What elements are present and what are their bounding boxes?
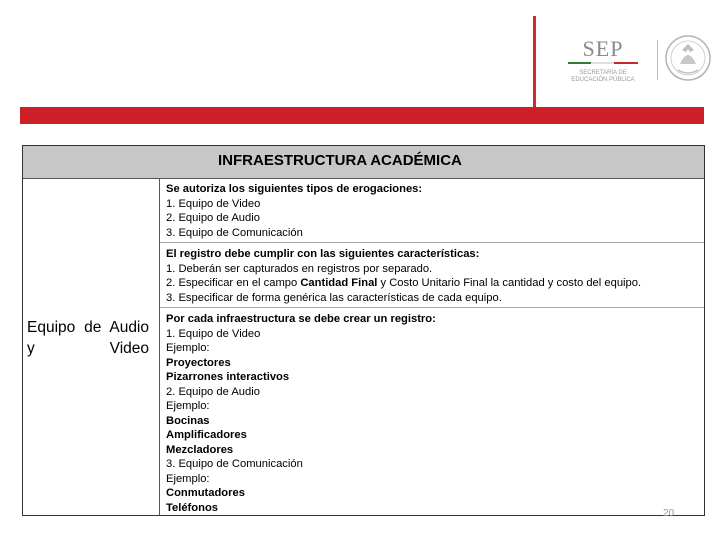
records-heading: Por cada infraestructura se debe crear un registro:: [166, 313, 436, 325]
list-item: 1. Deberán ser capturados en registros por separado.: [166, 262, 433, 275]
list-item: 3. Especificar de forma genérica las características de cada equipo.: [166, 291, 502, 304]
list-item: Amplificadores: [166, 429, 247, 441]
list-item: 1. Equipo de Video: [166, 327, 261, 340]
left-label: Equipo de Audio y Video: [27, 319, 149, 357]
sep-logo-text: SEP: [582, 36, 624, 61]
list-item: 3. Equipo de Comunicación: [166, 226, 303, 239]
requirements-heading: El registro debe cumplir con las siguientes características:: [166, 248, 480, 260]
table-left-column: [23, 179, 160, 515]
list-item: Pizarrones interactivos: [166, 371, 290, 383]
page-number: 20: [663, 508, 675, 519]
logo-divider: [657, 40, 658, 80]
table-header: [23, 146, 704, 179]
list-item: Mezcladores: [166, 443, 234, 456]
list-item: Teléfonos: [166, 501, 219, 514]
table-title: INFRAESTRUCTURA ACADÉMICA: [218, 152, 462, 169]
list-item-text: 2. Especificar en el campo: [166, 277, 301, 289]
list-item: 3. Equipo de Comunicación: [166, 458, 303, 470]
coat-of-arms-icon: [664, 30, 712, 86]
header-vertical-red-line: [533, 16, 536, 108]
list-item: Ejemplo:: [166, 342, 210, 354]
records-block: [166, 309, 702, 515]
sep-logo-subtitle-1: SECRETARÍA DE: [579, 70, 627, 76]
authorization-heading: Se autoriza los siguientes tipos de erogaciones:: [166, 183, 423, 195]
sep-logo-stripe: [568, 62, 638, 64]
authorization-block: [166, 179, 702, 244]
sep-logo: [553, 38, 653, 82]
list-item: 1. Equipo de Video: [166, 197, 261, 210]
table-right-column: [166, 179, 702, 515]
records-list: [166, 327, 702, 516]
list-item: [166, 276, 702, 291]
list-item: Ejemplo:: [166, 400, 210, 412]
sep-logo-subtitle-2: EDUCACIÓN PÚBLICA: [571, 77, 635, 83]
infrastructure-table: [22, 145, 705, 516]
list-item-emphasis: Cantidad Final: [300, 277, 378, 289]
header-red-bar: [20, 107, 704, 124]
list-item: Proyectores: [166, 356, 231, 369]
list-item: Conmutadores: [166, 487, 245, 499]
list-item-text: y Costo Unitario Final la cantidad y costo del equipo.: [377, 277, 642, 289]
list-item: 2. Equipo de Audio: [166, 212, 260, 224]
list-item: Bocinas: [166, 414, 210, 427]
list-item: Ejemplo:: [166, 472, 210, 485]
list-item: 2. Equipo de Audio: [166, 385, 260, 398]
requirements-block: [166, 244, 702, 309]
